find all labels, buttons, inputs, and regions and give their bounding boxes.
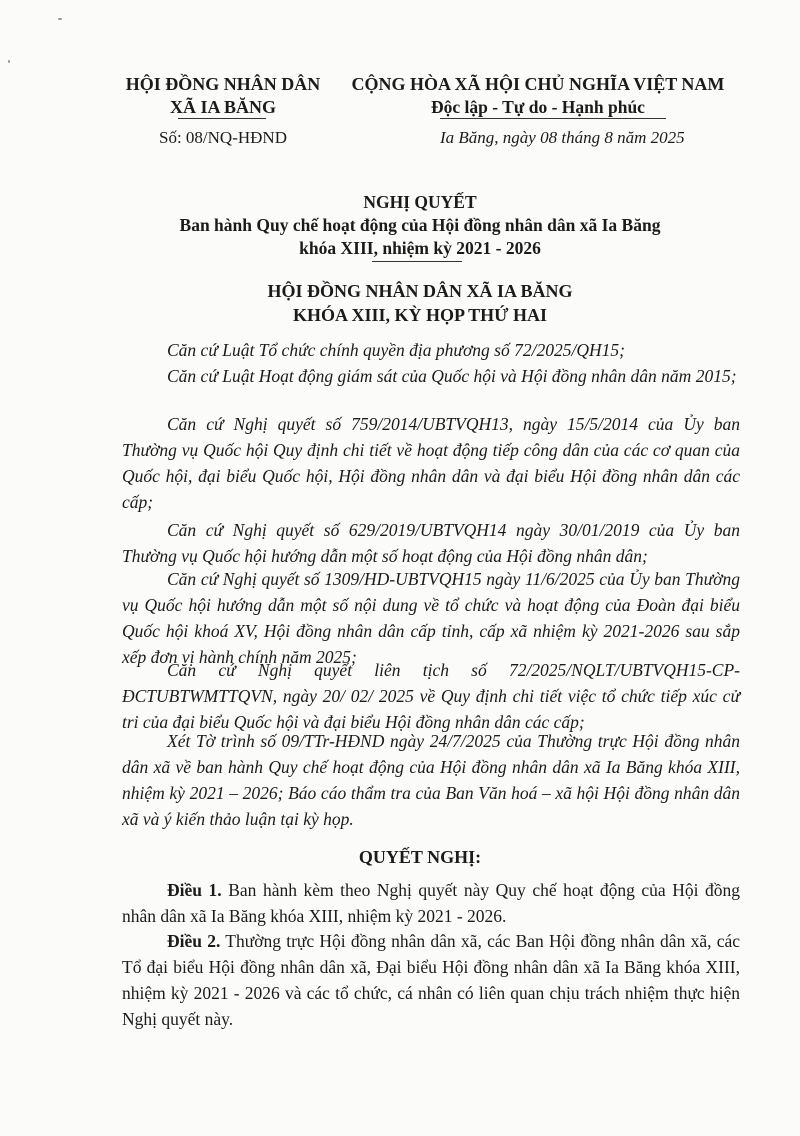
- motto-underline: [440, 118, 666, 119]
- legal-basis: Căn cứ Nghị quyết liên tịch số 72/2025/NQLT/UBTVQH15-CP-ĐCTUBTWMTTQVN, ngày 20/ 02/ 2025 về Quy định chi tiết việc tổ chức tiếp xúc cử tri của đại biểu Quốc hội và đại biểu Hội đồng nhân dân các cấp;: [122, 660, 740, 732]
- scan-speck: [8, 60, 10, 63]
- legal-basis: Căn cứ Luật Tổ chức chính quyền địa phương số 72/2025/QH15;: [167, 340, 625, 360]
- legal-basis: Xét Tờ trình số 09/TTr-HĐND ngày 24/7/2025 của Thường trực Hội đồng nhân dân xã về ban hành Quy chế hoạt động của Hội đồng nhân dân xã Ia Băng khóa XIII, nhiệm kỳ 2021 – 2026; Báo cáo thẩm tra của Ban Văn hoá – xã hội Hội đồng nhân dân xã và ý kiến thảo luận tại kỳ họp.: [122, 731, 740, 829]
- document-subject: Ban hành Quy chế hoạt động của Hội đồng nhân dân xã Ia Băng: [179, 215, 661, 235]
- org-underline: [178, 118, 266, 119]
- legal-basis: Căn cứ Luật Hoạt động giám sát của Quốc hội và Hội đồng nhân dân năm 2015;: [167, 366, 737, 386]
- article-label: Điều 1.: [167, 880, 222, 900]
- legal-basis: Căn cứ Nghị quyết số 1309/HD-UBTVQH15 ngày 11/6/2025 của Ủy ban Thường vụ Quốc hội hướng dẫn một số nội dung về tổ chức và hoạt động của Đoàn đại biểu Quốc hội khoá XV, Hội đồng nhân dân cấp tỉnh, cấp xã nhiệm kỳ 2021-2026 sau sắp xếp đơn vị hành chính năm 2025;: [122, 569, 740, 667]
- document-subject-term: khóa XIII, nhiệm kỳ 2021 - 2026: [299, 238, 541, 258]
- article-2: [122, 928, 740, 1032]
- national-title: CỘNG HÒA XÃ HỘI CHỦ NGHĨA VIỆT NAM: [351, 74, 725, 94]
- article-text: Thường trực Hội đồng nhân dân xã, các Ban Hội đồng nhân dân xã, các Tổ đại biểu Hội đồng nhân dân xã, Đại biểu Hội đồng nhân dân xã Ia Băng khóa XIII, nhiệm kỳ 2021 - 2026 và các tổ chức, cá nhân có liên quan chịu trách nhiệm thực hiện Nghị quyết này.: [122, 931, 741, 1029]
- issuer-name: HỘI ĐỒNG NHÂN DÂN XÃ IA BĂNG: [267, 281, 573, 301]
- national-motto: Độc lập - Tự do - Hạnh phúc: [431, 97, 645, 117]
- scan-speck: [58, 18, 62, 20]
- document-number: Số: 08/NQ-HĐND: [159, 128, 287, 147]
- article-text: Ban hành kèm theo Nghị quyết này Quy chế hoạt động của Hội đồng nhân dân xã Ia Băng khóa XIII, nhiệm kỳ 2021 - 2026.: [122, 880, 740, 926]
- issuer-session: KHÓA XIII, KỲ HỌP THỨ HAI: [292, 305, 548, 325]
- article-1: [122, 877, 740, 929]
- legal-basis: Căn cứ Nghị quyết số 629/2019/UBTVQH14 ngày 30/01/2019 của Ủy ban Thường vụ Quốc hội hướng dẫn một số hoạt động của Hội đồng nhân dân;: [122, 520, 740, 566]
- legal-basis: Căn cứ Nghị quyết số 759/2014/UBTVQH13, ngày 15/5/2014 của Ủy ban Thường vụ Quốc hội Quy định chi tiết về hoạt động tiếp công dân của các cơ quan của Quốc hội, đại biểu Quốc hội, Hội đồng nhân dân và đại biểu Hội đồng nhân dân các cấp;: [122, 414, 740, 512]
- subject-underline: [372, 261, 462, 262]
- article-label: Điều 2.: [167, 931, 221, 951]
- document-type: NGHỊ QUYẾT: [363, 192, 477, 212]
- org-commune: XÃ IA BĂNG: [169, 97, 276, 117]
- place-date: Ia Băng, ngày 08 tháng 8 năm 2025: [440, 128, 685, 147]
- decision-heading: QUYẾT NGHỊ:: [358, 847, 482, 867]
- org-name: HỘI ĐỒNG NHÂN DÂN: [125, 74, 321, 94]
